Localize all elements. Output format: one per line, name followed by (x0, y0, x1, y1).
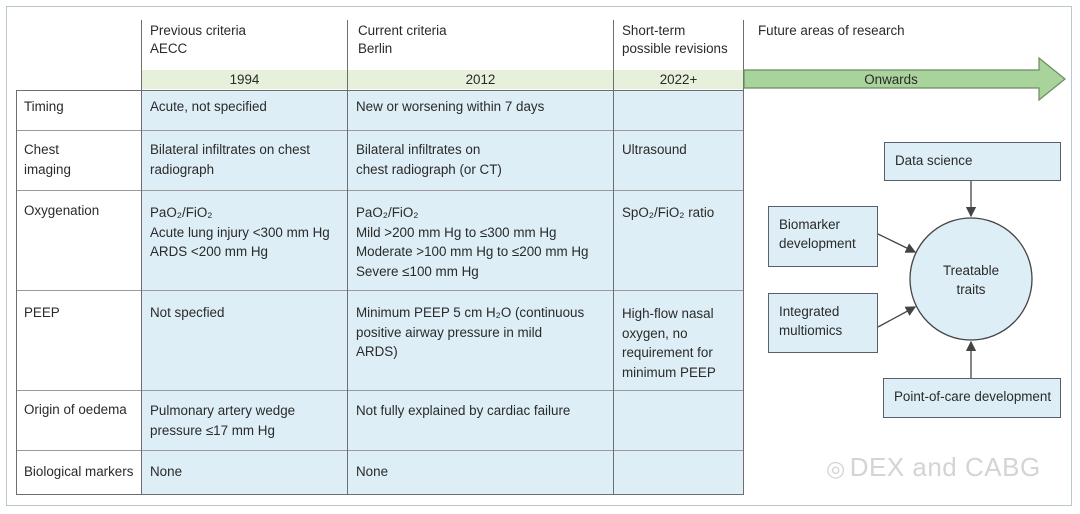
cell-previous (142, 131, 347, 190)
column-divider (347, 90, 348, 495)
multiomics-line: multiomics (779, 322, 843, 338)
row-label-origin-of-oedema (16, 391, 141, 450)
cell-previous (142, 191, 347, 290)
cell-line: None (150, 464, 183, 479)
label-line: imaging (24, 161, 71, 177)
cell-line: Acute, not specified (150, 99, 267, 114)
header-previous-line2: AECC (150, 41, 188, 56)
cell-line: Mild >200 mm Hg to ≤300 mm Hg (356, 224, 557, 240)
cell-line: Ultrasound (622, 142, 687, 157)
wechat-icon: ◎ (826, 456, 846, 481)
row-label-timing (16, 91, 141, 130)
traits-line: traits (956, 282, 986, 297)
arrow-multiomics (878, 307, 915, 327)
cell-line: SpO₂/FiO₂ ratio (622, 205, 715, 220)
cell-line: High-flow nasal (622, 306, 714, 321)
cell-current (348, 451, 613, 494)
cell-line: ARDS <200 mm Hg (150, 244, 268, 260)
label-line: Timing (24, 99, 64, 114)
cell-line: None (356, 464, 389, 479)
watermark-text: DEX and CABG (849, 452, 1041, 482)
cell-line: Acute lung injury <300 mm Hg (150, 224, 330, 240)
cell-line: Not specfied (150, 305, 225, 320)
cell-line: radiograph (150, 161, 215, 177)
cell-previous (142, 451, 347, 494)
watermark (826, 452, 1041, 483)
table-bottom-border (16, 494, 744, 495)
header-short-term-line1: Short-term (622, 23, 686, 38)
cell-previous (142, 91, 347, 130)
arrow-biomarker (878, 234, 915, 252)
cell-line: Bilateral infiltrates on (356, 142, 481, 157)
cell-current (348, 131, 613, 190)
cell-short-term (614, 391, 743, 450)
cell-line: requirement for (622, 345, 713, 361)
column-divider (613, 90, 614, 495)
header-previous-line1: Previous criteria (150, 23, 246, 38)
point-of-care-label: Point-of-care development (894, 389, 1052, 404)
header-future (750, 22, 1050, 40)
cell-line: Not fully explained by cardiac failure (356, 403, 571, 418)
traits-line: Treatable (942, 263, 1000, 278)
cell-short-term (614, 131, 743, 190)
cell-current (348, 191, 613, 290)
table-left-border (16, 90, 17, 495)
label-line: Origin of oedema (24, 402, 127, 417)
cell-current (348, 91, 613, 130)
row-label-biological-markers (16, 451, 141, 494)
biomarker-line: development (779, 235, 856, 251)
cell-previous (142, 391, 347, 450)
cell-current (348, 391, 613, 450)
column-divider (141, 90, 142, 495)
header-current-line2: Berlin (358, 41, 393, 56)
cell-line: positive airway pressure in mild (356, 324, 543, 340)
cell-current (348, 291, 613, 390)
cell-line: pressure ≤17 mm Hg (150, 422, 275, 438)
cell-line: ARDS) (356, 344, 398, 360)
header-future-line1: Future areas of research (758, 23, 905, 38)
label-line: Biological markers (24, 464, 134, 479)
cell-short-term (614, 291, 743, 390)
row-label-peep (16, 291, 141, 390)
cell-short-term (614, 191, 743, 290)
header-previous (142, 22, 347, 58)
biomarker-box (768, 206, 878, 267)
header-short-term (614, 22, 744, 58)
cell-line: minimum PEEP (622, 364, 716, 380)
row-label-chest-imaging (16, 131, 141, 190)
header-short-term-line2: possible revisions (622, 41, 728, 56)
cell-short-term (614, 91, 743, 130)
row-label-oxygenation (16, 191, 141, 290)
cell-previous (142, 291, 347, 390)
label-line: Chest (24, 142, 59, 157)
point-of-care-box (883, 378, 1061, 418)
label-line: PEEP (24, 305, 60, 320)
data-science-label: Data science (895, 153, 973, 168)
cell-line: oxygen, no (622, 325, 688, 341)
multiomics-box (768, 293, 878, 353)
multiomics-line: Integrated (779, 304, 840, 319)
header-current (350, 22, 612, 58)
year-previous: 1994 (142, 70, 347, 89)
cell-short-term (614, 451, 743, 494)
year-future: Onwards (864, 72, 918, 87)
cell-line: PaO₂/FiO₂ (356, 205, 419, 220)
cell-line: New or worsening within 7 days (356, 99, 545, 114)
year-short-term: 2022+ (614, 70, 743, 89)
cell-line: Moderate >100 mm Hg to ≤200 mm Hg (356, 244, 589, 260)
cell-line: Pulmonary artery wedge (150, 403, 296, 418)
cell-line: Severe ≤100 mm Hg (356, 263, 479, 279)
cell-line: Bilateral infiltrates on chest (150, 142, 311, 157)
data-science-box (884, 142, 1061, 181)
cell-line: Minimum PEEP 5 cm H₂O (continuous (356, 305, 585, 320)
year-current: 2012 (348, 70, 613, 89)
cell-line: PaO₂/FiO₂ (150, 205, 213, 220)
biomarker-line: Biomarker (779, 217, 841, 232)
label-line: Oxygenation (24, 203, 100, 218)
header-current-line1: Current criteria (358, 23, 447, 38)
cell-line: chest radiograph (or CT) (356, 161, 502, 177)
treatable-traits-label (911, 261, 1031, 299)
